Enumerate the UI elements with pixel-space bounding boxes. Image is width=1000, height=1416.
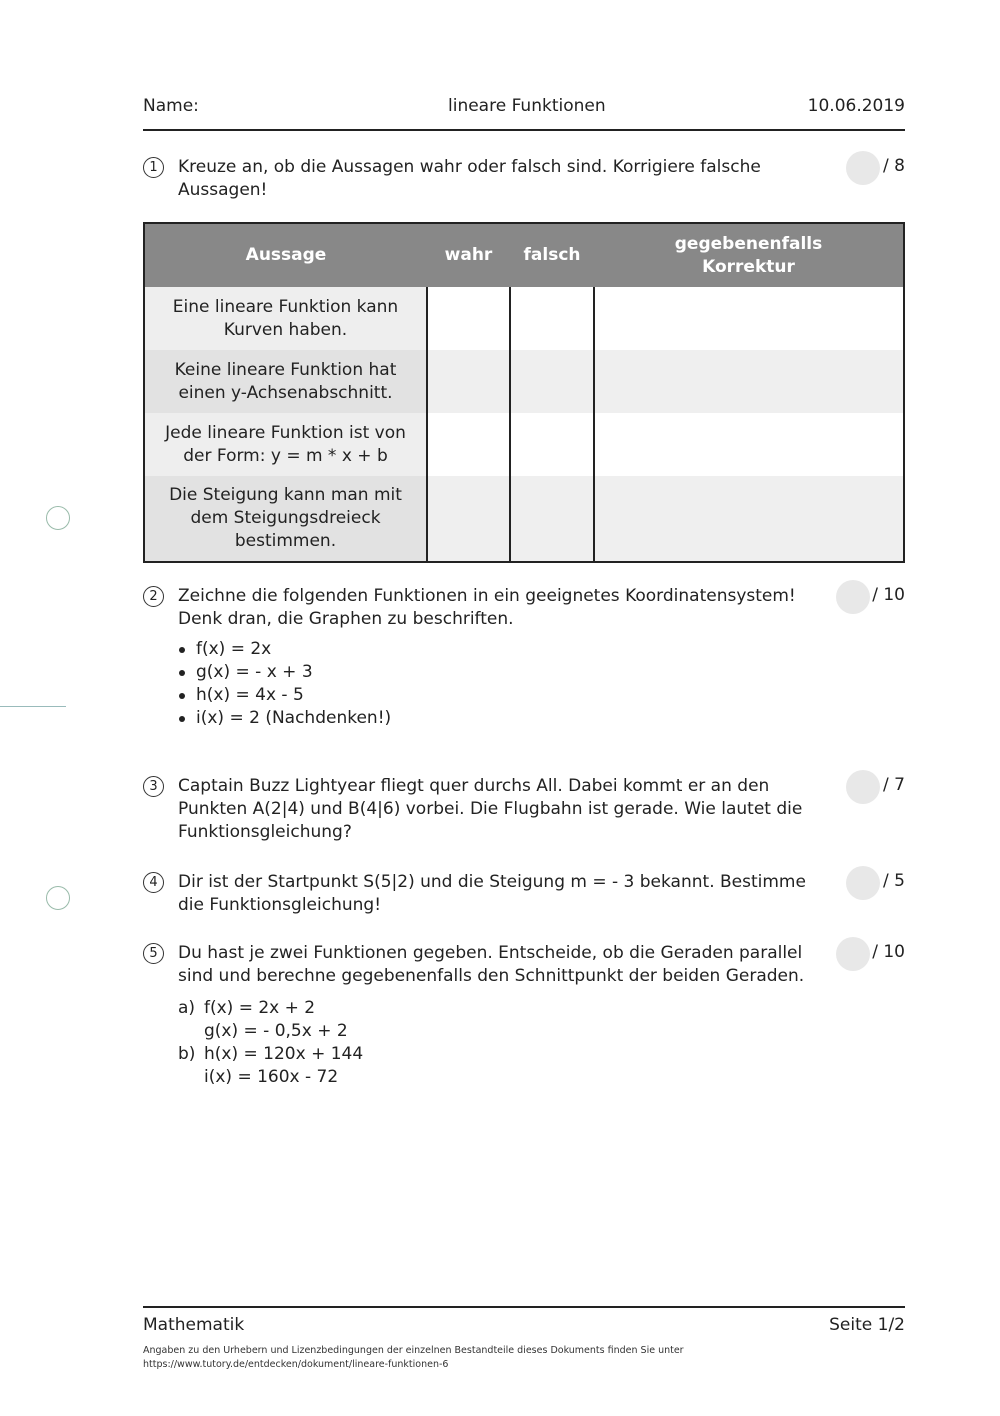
table-row	[144, 413, 904, 476]
license-link[interactable]: https://www.tutory.de/entdecken/dokument/lineare-funktionen-6	[143, 1359, 449, 1370]
footer-rule	[143, 1306, 905, 1308]
statements-table	[143, 222, 905, 563]
subtask-b-function-1: h(x) = 120x + 144	[204, 1044, 364, 1064]
header-rule	[143, 129, 905, 131]
table-header-row	[144, 223, 904, 287]
punch-hole-mark	[46, 506, 70, 530]
score-field-3[interactable]	[846, 770, 880, 804]
document-date: 10.06.2019	[807, 96, 905, 116]
task-number-3: 3	[143, 776, 164, 797]
name-label: Name:	[143, 96, 199, 116]
fold-mark	[0, 706, 66, 707]
list-item: f(x) = 2x	[178, 638, 391, 661]
col-header-aussage: Aussage	[144, 223, 427, 287]
score-max-4: / 5	[883, 871, 905, 891]
wahr-checkbox-cell[interactable]	[427, 287, 510, 350]
falsch-checkbox-cell[interactable]	[510, 413, 594, 476]
subtask-a	[178, 997, 348, 1043]
correction-cell[interactable]	[594, 287, 904, 350]
task-5-text: Du hast je zwei Funktionen gegeben. Entscheide, ob die Geraden parallel sind und berechne gegebenenfalls den Schnittpunkt der beiden Geraden.	[178, 943, 805, 986]
footer-subject: Mathematik	[143, 1315, 245, 1335]
statement-cell: Eine lineare Funktion kann Kurven haben.	[144, 287, 427, 350]
col-header-falsch: falsch	[510, 223, 594, 287]
correction-cell[interactable]	[594, 413, 904, 476]
table-row	[144, 350, 904, 413]
wahr-checkbox-cell[interactable]	[427, 413, 510, 476]
task-4-text: Dir ist der Startpunkt S(5|2) und die Steigung m = - 3 bekannt. Bestimme die Funktionsgleichung!	[178, 872, 806, 915]
score-max-3: / 7	[883, 775, 905, 795]
statement-cell: Die Steigung kann man mit dem Steigungsdreieck bestimmen.	[144, 476, 427, 562]
falsch-checkbox-cell[interactable]	[510, 287, 594, 350]
task-1-text: Kreuze an, ob die Aussagen wahr oder falsch sind. Korrigiere falsche Aussagen!	[178, 157, 761, 200]
score-max-5: / 10	[872, 942, 905, 962]
list-item: i(x) = 2 (Nachdenken!)	[178, 707, 391, 730]
wahr-checkbox-cell[interactable]	[427, 350, 510, 413]
document-title: lineare Funktionen	[448, 96, 606, 116]
col-header-wahr: wahr	[427, 223, 510, 287]
subtask-a-function-2: g(x) = - 0,5x + 2	[204, 1021, 348, 1041]
score-field-5[interactable]	[836, 937, 870, 971]
statement-cell: Jede lineare Funktion ist von der Form: y = m * x + b	[144, 413, 427, 476]
task-number-2: 2	[143, 586, 164, 607]
table-row	[144, 476, 904, 562]
score-field-1[interactable]	[846, 151, 880, 185]
list-item: g(x) = - x + 3	[178, 661, 391, 684]
score-field-2[interactable]	[836, 580, 870, 614]
score-field-4[interactable]	[846, 866, 880, 900]
license-note: Angaben zu den Urhebern und Lizenzbedingungen der einzelnen Bestandteile dieses Dokuments finden Sie unter	[143, 1345, 684, 1356]
statement-cell: Keine lineare Funktion hat einen y-Achsenabschnitt.	[144, 350, 427, 413]
wahr-checkbox-cell[interactable]	[427, 476, 510, 562]
function-list	[178, 638, 391, 730]
score-max-2: / 10	[872, 585, 905, 605]
score-max-1: / 8	[883, 156, 905, 176]
table-row	[144, 287, 904, 350]
subtask-b	[178, 1043, 363, 1089]
falsch-checkbox-cell[interactable]	[510, 476, 594, 562]
task-number-4: 4	[143, 872, 164, 893]
task-2-text: Zeichne die folgenden Funktionen in ein geeignetes Koordinatensystem! Denk dran, die Graphen zu beschriften.	[178, 586, 796, 629]
subtask-a-function-1: f(x) = 2x + 2	[204, 998, 316, 1018]
task-number-1: 1	[143, 157, 164, 178]
task-3-text: Captain Buzz Lightyear fliegt quer durchs All. Dabei kommt er an den Punkten A(2|4) und B(4|6) vorbei. Die Flugbahn ist gerade. Wie lautet die Funktionsgleichung?	[178, 776, 803, 842]
subtask-a-label: a)	[178, 998, 196, 1018]
punch-hole-mark	[46, 886, 70, 910]
subtask-b-label: b)	[178, 1044, 196, 1064]
task-number-5: 5	[143, 943, 164, 964]
correction-cell[interactable]	[594, 476, 904, 562]
falsch-checkbox-cell[interactable]	[510, 350, 594, 413]
subtask-b-function-2: i(x) = 160x - 72	[204, 1067, 339, 1087]
col-header-korrektur: gegebenenfalls Korrektur	[594, 223, 904, 287]
footer-page-number: Seite 1/2	[829, 1315, 905, 1335]
list-item: h(x) = 4x - 5	[178, 684, 391, 707]
correction-cell[interactable]	[594, 350, 904, 413]
